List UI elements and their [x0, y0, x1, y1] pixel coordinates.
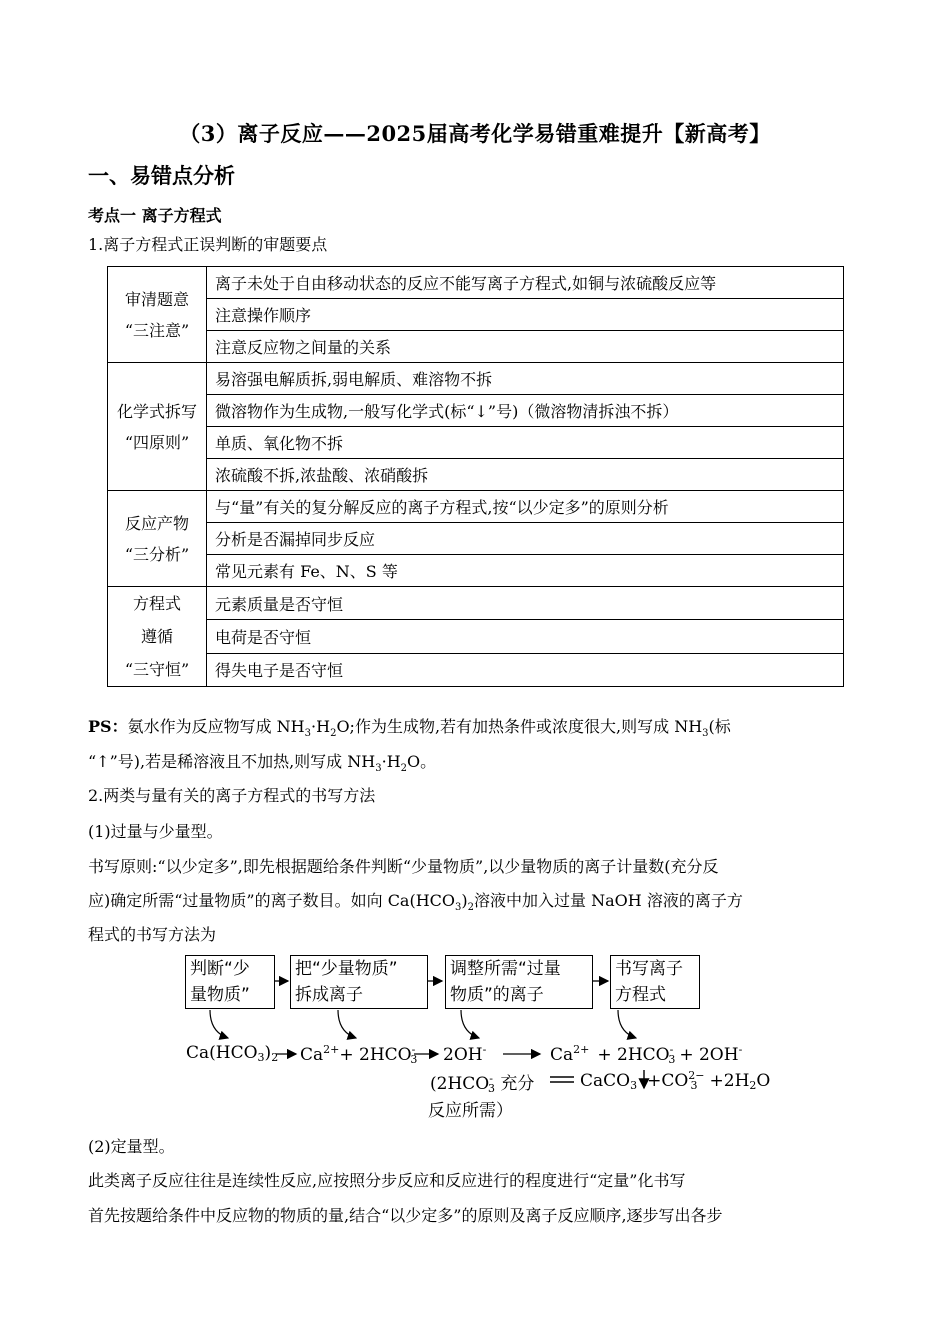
table-row [108, 331, 844, 363]
flow-arrow [210, 1010, 228, 1038]
subscript: 2 [467, 902, 475, 914]
para2: 此类离子反应往往是连续性反应,应按照分步反应和反应进行的程度进行“定量”化书写 [88, 1171, 686, 1190]
table-row [108, 555, 844, 587]
formula-note [430, 1069, 534, 1095]
text-span: +CO [647, 1071, 689, 1091]
text-span: 溶液中加入过量 NaOH 溶液的离子方 [474, 891, 743, 910]
para1-line-2 [88, 891, 743, 918]
rule-cell: 与“量”有关的复分解反应的离子方程式,按“以少定多”的原则分析 [207, 491, 844, 523]
rule-cell: 常见元素有 Fe、N、S 等 [207, 555, 844, 587]
table-row [108, 427, 844, 459]
formula-oh [443, 1043, 486, 1065]
para1-line-1: 书写原则:“以少定多”,即先根据题给条件判断“少量物质”,以少量物质的离子计量数(充分反 [88, 857, 719, 876]
rule-cell: 浓硫酸不拆,浓盐酸、浓硝酸拆 [207, 459, 844, 491]
rule-cell: 元素质量是否守恒 [207, 587, 844, 620]
text-span: Ca(HCO [186, 1043, 258, 1063]
table-row [108, 523, 844, 555]
subscript: 2 [271, 1051, 279, 1064]
text-span: + 2HCO [339, 1045, 412, 1065]
table-row [108, 491, 844, 523]
category-cell [108, 363, 207, 491]
superscript: - [738, 1043, 743, 1056]
text-span: +2H [709, 1071, 750, 1091]
subheading-2: (2)定量型。 [88, 1137, 175, 1156]
point-heading: 考点一 离子方程式 [88, 206, 222, 225]
category-label: 审清题意 [124, 289, 189, 309]
category-cell [108, 267, 207, 363]
flow-step-2 [290, 955, 428, 1009]
flow-step-1 [185, 955, 275, 1009]
subscript: 3 [455, 902, 462, 914]
superscript: - [411, 1043, 416, 1056]
category-cell [108, 587, 207, 687]
subscript: 3 [410, 1053, 418, 1066]
rule-cell: 得失电子是否守恒 [207, 653, 844, 686]
flow-step-4 [610, 955, 700, 1009]
superscript: - [489, 1072, 493, 1085]
superscript: 2+ [323, 1043, 340, 1056]
flow-diagram [178, 950, 798, 1130]
category-label: “四原则” [124, 432, 190, 452]
text-span: CaCO [580, 1071, 631, 1091]
subscript: 2 [749, 1079, 757, 1092]
subscript: 3 [375, 763, 382, 775]
table-row [108, 267, 844, 299]
flow-step-text: 拆成离子 [295, 985, 363, 1005]
section-heading: 一、易错点分析 [88, 163, 235, 188]
formula-ions [300, 1043, 417, 1066]
flow-step-text: 调整所需“过量 [450, 959, 561, 979]
subscript: 2 [400, 763, 408, 775]
para1-line-3: 程式的书写方法为 [88, 925, 217, 944]
flow-step-text: 方程式 [615, 985, 666, 1005]
flow-arrow [618, 1010, 636, 1038]
rule-cell: 注意操作顺序 [207, 299, 844, 331]
flow-step-text: 量物质” [190, 985, 250, 1005]
subscript: 3 [630, 1079, 638, 1092]
ps-line-1 [88, 717, 731, 744]
category-cell [108, 491, 207, 587]
superscript: - [669, 1043, 674, 1056]
text-span: 2OH [443, 1045, 483, 1065]
rule-cell: 电荷是否守恒 [207, 620, 844, 653]
formula-reactant [186, 1043, 278, 1064]
text-span: ·H [381, 752, 401, 771]
flow-step-text: 把“少量物质” [295, 959, 398, 979]
subscript: 3 [257, 1051, 265, 1064]
flow-step-text: 判断“少 [190, 959, 250, 979]
text-span: O;作为生成物,若有加热条件或浓度很大,则写成 NH [336, 717, 703, 736]
formula-products [580, 1069, 770, 1092]
item-heading-2: 2.两类与量有关的离子方程式的书写方法 [88, 786, 376, 805]
table-row [108, 363, 844, 395]
ps-line-2 [88, 752, 436, 779]
superscript: - [482, 1043, 487, 1056]
flow-step-3 [445, 955, 593, 1009]
category-label: “三守恒” [124, 660, 190, 679]
text-span: O [756, 1071, 771, 1091]
rule-cell: 注意反应物之间量的关系 [207, 331, 844, 363]
table-row [108, 587, 844, 620]
subscript: 3 [304, 728, 312, 740]
superscript: 2+ [573, 1043, 590, 1056]
table-row [108, 459, 844, 491]
flow-arrow [338, 1010, 356, 1038]
ps-label: PS： [88, 717, 128, 736]
category-label: 方程式 [132, 594, 181, 613]
rules-table [107, 266, 844, 687]
rule-cell: 易溶强电解质拆,弱电解质、难溶物不拆 [207, 363, 844, 395]
text-span: (2HCO [430, 1074, 490, 1094]
item-heading-1: 1.离子方程式正误判断的审题要点 [88, 235, 328, 254]
category-label: 遵循 [140, 627, 173, 646]
text-span: + 2HCO [597, 1045, 670, 1065]
text-span: ) [461, 891, 468, 910]
text-span: ) [264, 1043, 272, 1063]
table-row [108, 299, 844, 331]
text-span: ·H [311, 717, 331, 736]
rule-cell: 微溶物作为生成物,一般写化学式(标“↓”号)（微溶物清拆浊不拆） [207, 395, 844, 427]
formula-adjusted [550, 1043, 742, 1066]
rule-cell: 离子未处于自由移动状态的反应不能写离子方程式,如铜与浓硫酸反应等 [207, 267, 844, 299]
rule-cell: 单质、氧化物不拆 [207, 427, 844, 459]
category-label: “三分析” [124, 544, 190, 564]
flow-step-text: 书写离子 [615, 959, 683, 979]
category-label: “三注意” [124, 320, 190, 340]
subscript: 3 [487, 1082, 495, 1095]
text-span: O。 [407, 752, 437, 771]
text-span: (标 [708, 717, 731, 736]
rule-cell: 分析是否漏掉同步反应 [207, 523, 844, 555]
flow-step-text: 物质”的离子 [450, 985, 544, 1005]
superscript: 2− [688, 1069, 705, 1082]
text-span: + 2OH [679, 1045, 739, 1065]
flow-arrow [461, 1010, 479, 1038]
text-span: 应)确定所需“过量物质”的离子数目。如向 Ca(HCO [88, 891, 456, 910]
table-row [108, 653, 844, 686]
subscript: 3 [668, 1053, 676, 1066]
table-row [108, 620, 844, 653]
formula-note-2: 反应所需） [428, 1101, 513, 1121]
text-span: Ca [300, 1045, 324, 1065]
text-span: Ca [550, 1045, 574, 1065]
subscript: 3 [690, 1079, 698, 1092]
text-span: “↑”号),若是稀溶液且不加热,则写成 NH [88, 752, 376, 771]
text-span: 充分 [500, 1074, 535, 1094]
subscript: 3 [702, 728, 709, 740]
page-title: （3）离子反应——2025届高考化学易错重难提升【新高考】 [179, 121, 771, 146]
table-row [108, 395, 844, 427]
para3: 首先按题给条件中反应物的物质的量,结合“以少定多”的原则及离子反应顺序,逐步写出各步 [88, 1206, 723, 1225]
text-span: 氨水作为反应物写成 NH [127, 717, 305, 736]
category-label: 反应产物 [124, 513, 189, 533]
subscript: 2 [330, 728, 337, 740]
category-label: 化学式拆写 [116, 401, 197, 421]
subheading-1: (1)过量与少量型。 [88, 822, 223, 841]
